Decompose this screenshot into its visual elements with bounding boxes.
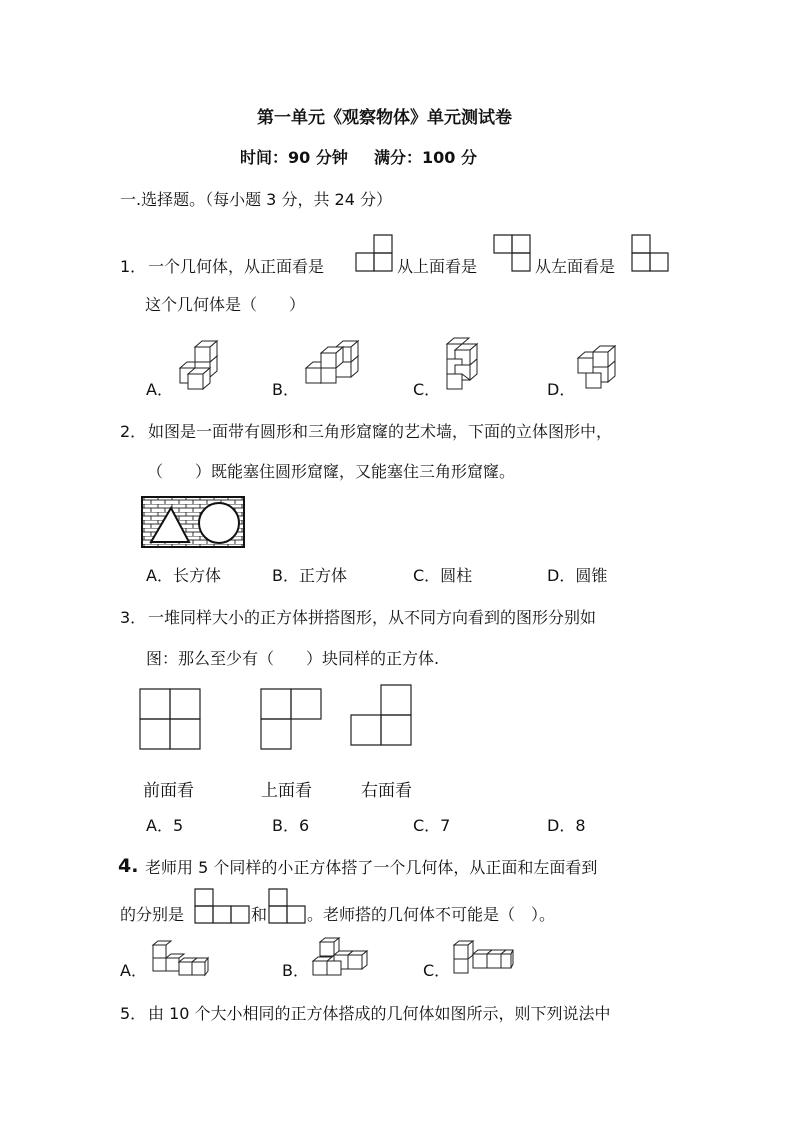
- page-title: 第一单元《观察物体》单元测试卷: [257, 108, 512, 128]
- q2-text-line1: 如图是一面带有圆形和三角形窟窿的艺术墙，下面的立体图形中，: [148, 422, 613, 441]
- q4-option-a-label[interactable]: A．: [120, 961, 147, 980]
- q3-right-view-figure: [350, 684, 414, 748]
- q4-text-line1: 老师用 5 个同样的小正方体搭了一个几何体，从正面和左面看到: [145, 858, 598, 877]
- q1-text-a: 一个几何体，从正面看是: [148, 257, 325, 276]
- exam-time: 时间：90 分钟: [240, 148, 348, 167]
- q1-number: 1．: [120, 257, 147, 276]
- q2-option-c[interactable]: C．圆柱: [413, 566, 473, 585]
- q1-option-a-label[interactable]: A．: [146, 380, 173, 399]
- q4-option-c-label[interactable]: C．: [423, 961, 451, 980]
- q1-text-b: 从上面看是: [397, 257, 478, 276]
- q3-option-a[interactable]: A．5: [146, 816, 184, 835]
- q4-front-view-figure: [194, 888, 250, 924]
- q4-option-c-cubes[interactable]: [451, 940, 515, 978]
- q1-option-c-label[interactable]: C．: [413, 380, 441, 399]
- q1-text-c: 从左面看是: [535, 257, 616, 276]
- q1-top-view-figure: [493, 232, 533, 272]
- q5-text-line1: 由 10 个大小相同的正方体搭成的几何体如图所示，则下列说法中: [148, 1004, 611, 1023]
- q1-option-d-label[interactable]: D．: [547, 380, 576, 399]
- q1-left-view-figure: [631, 232, 671, 272]
- q3-right-view-label: 右面看: [361, 781, 412, 801]
- q1-option-a-cubes[interactable]: [176, 338, 226, 390]
- q3-number: 3．: [120, 608, 147, 627]
- q4-option-a-cubes[interactable]: [150, 940, 208, 978]
- q4-text-b: 和: [251, 905, 268, 924]
- q2-option-d[interactable]: D．圆锥: [547, 566, 608, 585]
- q4-left-view-figure: [268, 888, 306, 924]
- q2-option-a[interactable]: A．长方体: [146, 566, 221, 585]
- q3-front-view-label: 前面看: [143, 781, 194, 801]
- q1-option-b-cubes[interactable]: [302, 338, 358, 390]
- q2-option-b[interactable]: B．正方体: [272, 566, 347, 585]
- q4-number: 4.: [118, 855, 139, 877]
- q3-top-view-label: 上面看: [261, 781, 312, 801]
- q3-text-line2: 图：那么至少有（ ）块同样的正方体.: [146, 649, 440, 668]
- q1-option-c-cubes[interactable]: [443, 338, 489, 390]
- q4-text-c: 。老师搭的几何体不可能是（ ）。: [307, 905, 556, 924]
- q3-option-d[interactable]: D．8: [547, 816, 586, 835]
- q3-front-view-figure: [139, 688, 203, 752]
- q2-number: 2．: [120, 422, 147, 441]
- q4-text-a: 的分别是: [120, 905, 185, 924]
- q1-text-line2: 这个几何体是（ ）: [145, 295, 306, 314]
- q1-front-view-figure: [355, 232, 395, 272]
- q5-number: 5．: [120, 1004, 147, 1023]
- q3-text-line1: 一堆同样大小的正方体拼搭图形，从不同方向看到的图形分别如: [148, 608, 597, 627]
- q4-option-b-cubes[interactable]: [310, 936, 372, 978]
- section-heading: 一.选择题。（每小题 3 分，共 24 分）: [120, 190, 392, 209]
- q4-option-b-label[interactable]: B．: [282, 961, 309, 980]
- q2-art-wall-figure: [141, 496, 245, 548]
- q2-text-line2: （ ）既能塞住圆形窟窿，又能塞住三角形窟窿。: [147, 462, 516, 481]
- q3-top-view-figure: [260, 688, 324, 752]
- q3-option-b[interactable]: B．6: [272, 816, 310, 835]
- exam-full-score: 满分：100 分: [374, 148, 477, 167]
- q1-option-b-label[interactable]: B．: [272, 380, 299, 399]
- q1-option-d-cubes[interactable]: [574, 340, 624, 390]
- q3-option-c[interactable]: C．7: [413, 816, 451, 835]
